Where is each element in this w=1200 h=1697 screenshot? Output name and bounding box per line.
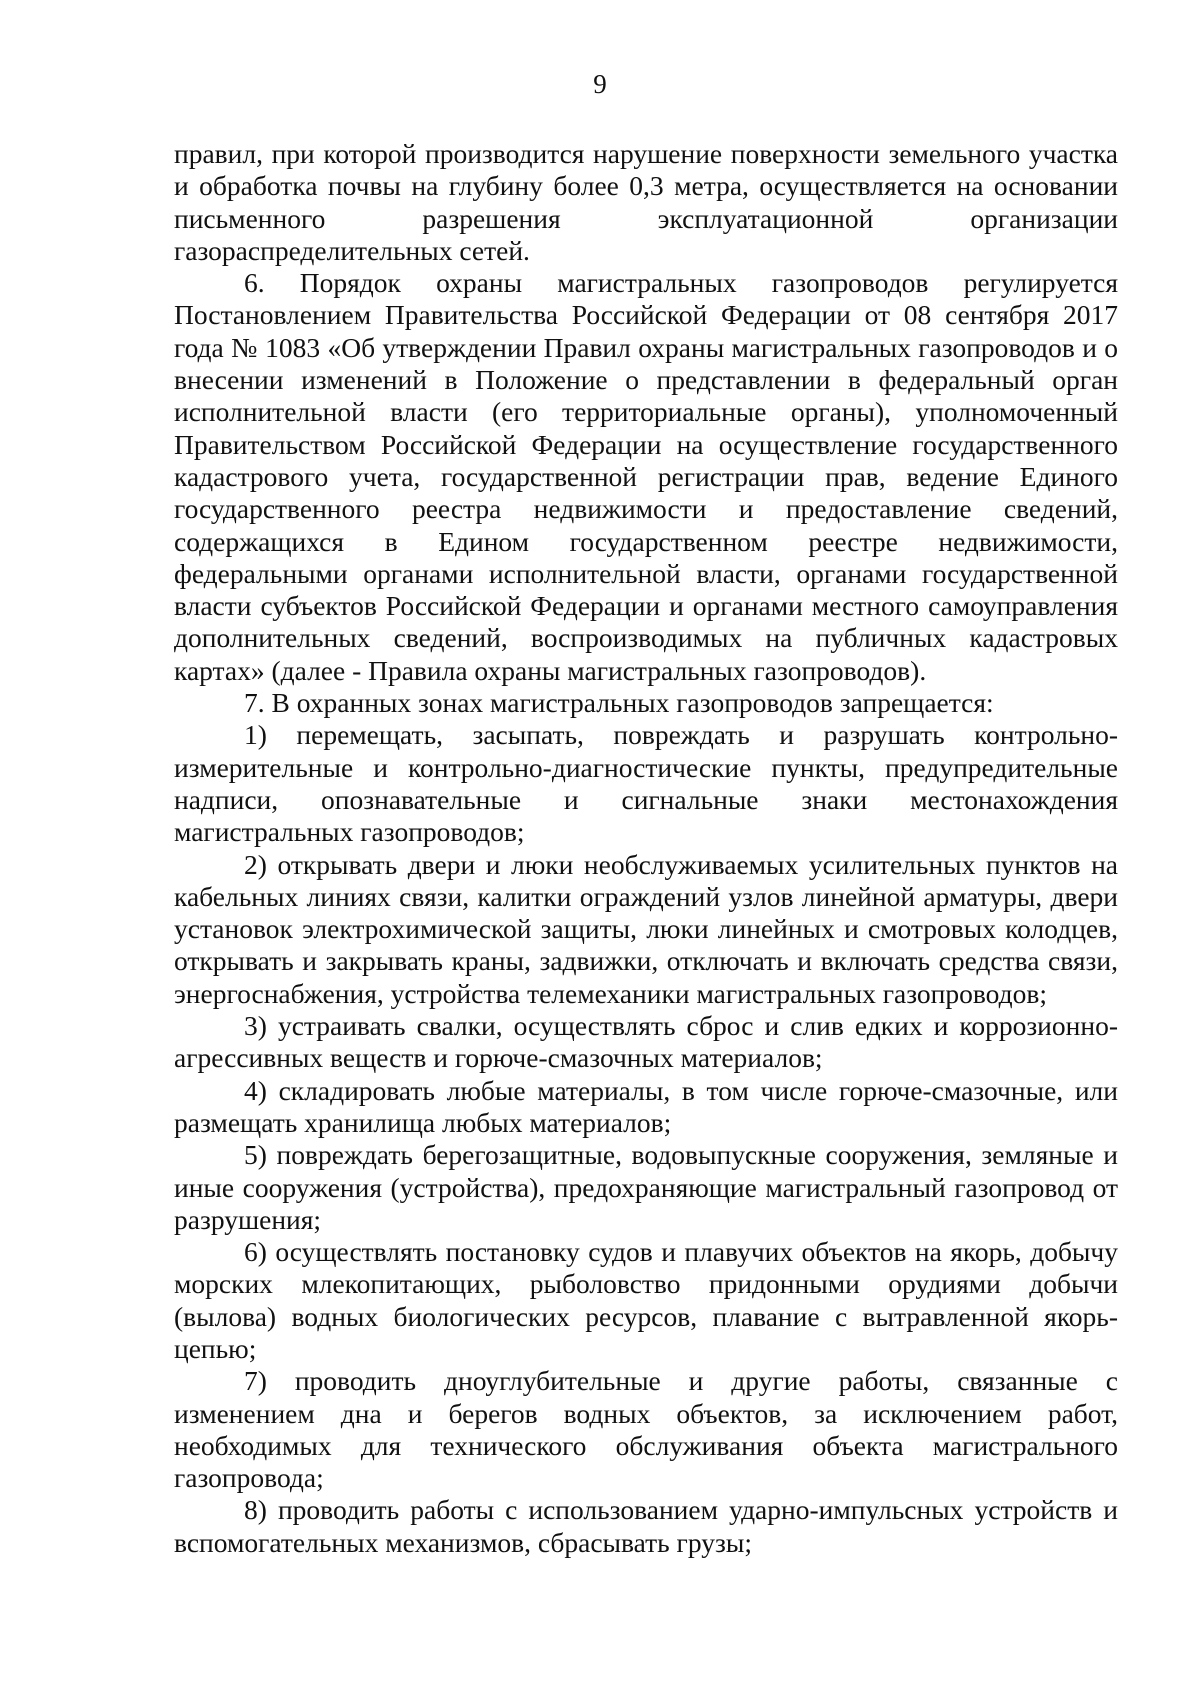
subitem-4: 4) складировать любые материалы, в том числе горюче-смазочные, или размещать хранилища любых материалов;	[174, 1074, 1118, 1138]
page-number: 9	[593, 69, 607, 99]
paragraph-continuation: правил, при которой производится нарушение поверхности земельного участка и обработка почвы на глубину более 0,3 метра, осуществляется на основании письменного разрешения эксплуатационной организации газораспределительных сетей.	[174, 138, 1118, 266]
subitem-1: 1) перемещать, засыпать, повреждать и разрушать контрольно-измерительные и контрольно-диагностические пункты, предупредительные надписи, опознавательные и сигнальные знаки местонахождения магистральных газопроводов;	[174, 719, 1118, 848]
subitem-7: 7) проводить дноуглубительные и другие работы, связанные с изменением дна и берегов водных объектов, за исключением работ, необходимых для технического обслуживания объекта магистрального газопровода;	[174, 1365, 1118, 1494]
paragraph-item-6: 6. Порядок охраны магистральных газопроводов регулируется Постановлением Правительства Российской Федерации от 08 сентября 2017 года № 1083 «Об утверждении Правил охраны магистральных газопроводов и о внесении изменений в Положение о представлении в федеральный орган исполнительной власти (его территориальные органы), уполномоченный Правительством Российской Федерации на осуществление государственного кадастрового учета, государственной регистрации прав, ведение Единого государственного реестра недвижимости и предоставление сведений, содержащихся в Едином государственном реестре недвижимости, федеральными органами исполнительной власти, органами государственной власти субъектов Российской Федерации и органами местного самоуправления дополнительных сведений, воспроизводимых на публичных кадастровых картах» (далее - Правила охраны магистральных газопроводов).	[174, 267, 1118, 686]
paragraph-item-7: 7. В охранных зонах магистральных газопроводов запрещается:	[244, 687, 994, 719]
subitem-3: 3) устраивать свалки, осуществлять сброс и слив едких и коррозионно-агрессивных веществ и горюче-смазочных материалов;	[174, 1010, 1118, 1074]
subitem-8: 8) проводить работы с использованием ударно-импульсных устройств и вспомогательных механизмов, сбрасывать грузы;	[174, 1494, 1118, 1558]
subitem-6: 6) осуществлять постановку судов и плавучих объектов на якорь, добычу морских млекопитающих, рыболовство придонными орудиями добычи (вылова) водных биологических ресурсов, плавание с вытравленной якорь-цепью;	[174, 1236, 1118, 1364]
document-body	[174, 138, 1118, 1559]
subitem-2: 2) открывать двери и люки необслуживаемых усилительных пунктов на кабельных линиях связи, калитки ограждений узлов линейной арматуры, двери установок электрохимической защиты, люки линейных и смотровых колодцев, открывать и закрывать краны, задвижки, отключать и включать средства связи, энергоснабжения, устройства телемеханики магистральных газопроводов;	[174, 848, 1118, 1009]
subitem-5: 5) повреждать берегозащитные, водовыпускные сооружения, земляные и иные сооружения (устройства), предохраняющие магистральный газопровод от разрушения;	[174, 1139, 1118, 1235]
